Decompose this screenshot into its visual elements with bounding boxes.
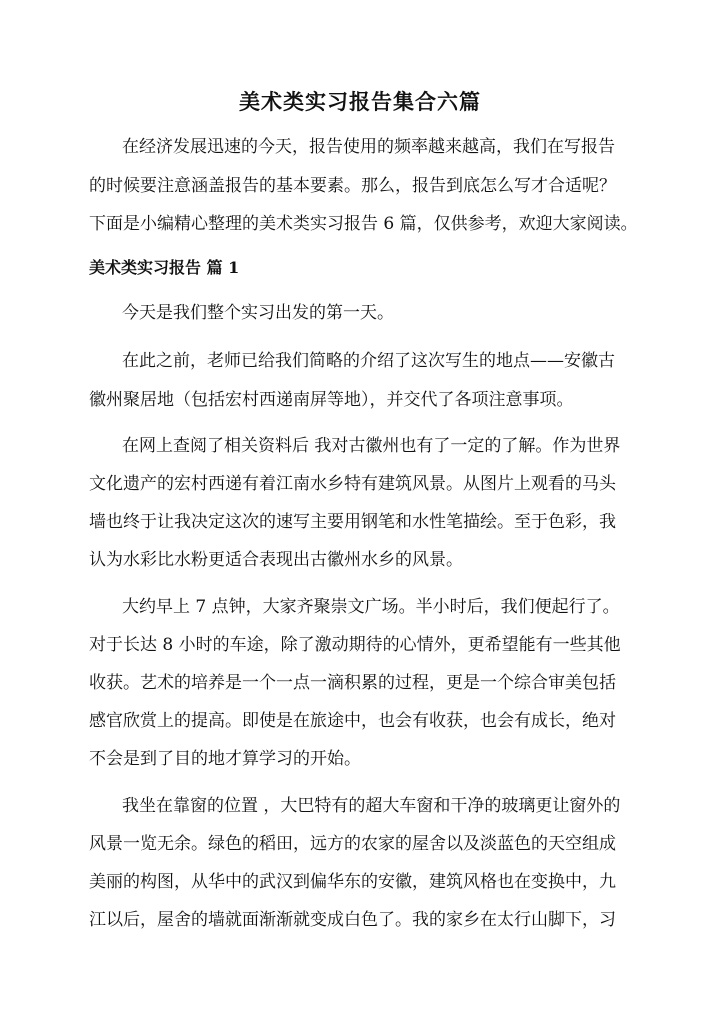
paragraph-line: 风景一览无余。绿色的稻田，远方的农家的屋舍以及淡蓝色的天空组成 [89,834,616,854]
intro-line: 的时候要注意涵盖报告的基本要素。那么，报告到底怎么写才合适呢？ [89,176,616,196]
paragraph-line: 徽州聚居地（包括宏村西递南屏等地），并交代了各项注意事项。 [89,390,574,410]
paragraph-line: 江以后，屋舍的墙就面渐渐就变成白色了。我的家乡在太行山脚下，习 [89,910,616,930]
section-heading: 美术类实习报告 篇 1 [89,258,240,277]
paragraph-line: 感官欣赏上的提高。即使是在旅途中，也会有收获，也会有成长，绝对 [89,711,616,731]
paragraph-line: 大约早上 7 点钟，大家齐聚崇文广场。半小时后，我们便起行了。 [122,597,620,617]
paragraph-line: 文化遗产的宏村西递有着江南水乡特有建筑风景。从图片上观看的马头 [89,474,616,494]
paragraph-line: 不会是到了目的地才算学习的开始。 [89,749,361,769]
paragraph-line: 收获。艺术的培养是一个一点一滴积累的过程，更是一个综合审美包括 [89,673,616,693]
paragraph-line: 认为水彩比水粉更适合表现出古徽州水乡的风景。 [89,550,463,570]
paragraph-line: 在网上查阅了相关资料后 我对古徽州也有了一定的了解。作为世界 [122,436,621,456]
paragraph-line: 墙也终于让我决定这次的速写主要用钢笔和水性笔描绘。至于色彩，我 [89,512,616,532]
paragraph-line: 美丽的构图，从华中的武汉到偏华东的安徽，建筑风格也在变换中，九 [89,872,616,892]
page-title: 美术类实习报告集合六篇 [239,89,481,114]
paragraph-line: 对于长达 8 小时的车途，除了激动期待的心情外，更希望能有一些其他 [89,635,621,655]
paragraph-line: 今天是我们整个实习出发的第一天。 [122,303,394,323]
paragraph-line: 我坐在靠窗的位置 ，大巴特有的超大车窗和干净的玻璃更让窗外的 [122,796,621,816]
intro-line: 在经济发展迅速的今天，报告使用的频率越来越高，我们在写报告 [122,137,615,157]
intro-line: 下面是小编精心整理的美术类实习报告 6 篇，仅供参考，欢迎大家阅读。 [89,214,638,234]
paragraph-line: 在此之前，老师已给我们简略的介绍了这次写生的地点——安徽古 [122,351,615,371]
